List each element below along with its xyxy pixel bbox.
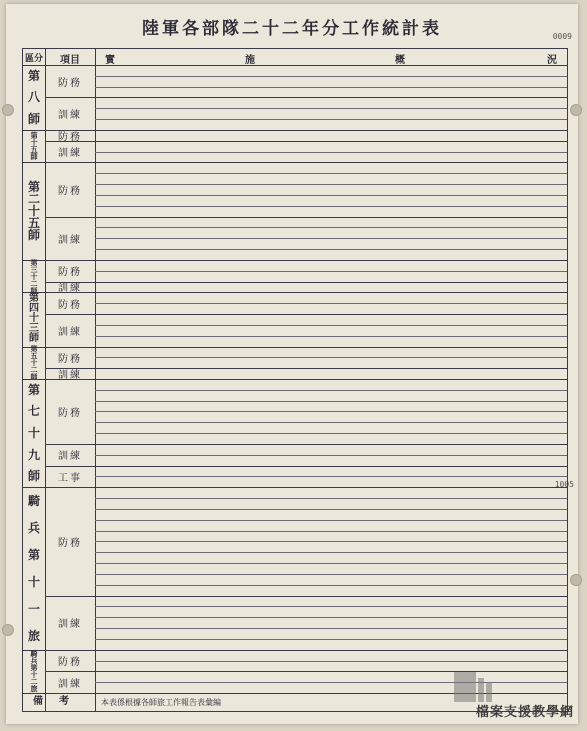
item-divider — [95, 108, 567, 109]
category-label: 訓練 — [58, 451, 82, 463]
category-divider — [45, 368, 567, 369]
item-divider — [95, 271, 567, 272]
item-divider — [95, 119, 567, 120]
unit-divider — [23, 379, 567, 380]
category-divider — [45, 314, 567, 315]
item-divider — [95, 606, 567, 607]
header-desc-char: 概 — [395, 55, 405, 66]
category-divider — [45, 97, 567, 98]
category-label: 訓練 — [58, 326, 82, 338]
header-desc-char: 施 — [245, 55, 255, 66]
item-divider — [95, 152, 567, 153]
item-divider — [95, 357, 567, 358]
column-divider — [95, 49, 96, 711]
item-divider — [95, 76, 567, 77]
category-label: 訓練 — [58, 619, 82, 631]
category-label: 訓練 — [58, 678, 82, 690]
unit-divider — [23, 292, 567, 293]
category-label: 防務 — [58, 77, 82, 89]
punch-hole — [2, 104, 14, 116]
unit-label: 第 四 十 三 師 — [28, 293, 40, 345]
item-divider — [95, 184, 567, 185]
category-label: 訓練 — [58, 148, 82, 160]
category-label: 訓練 — [58, 234, 82, 246]
unit-divider — [23, 130, 567, 131]
category-label: 訓練 — [58, 283, 82, 295]
document-sheet — [6, 4, 578, 724]
item-divider — [95, 509, 567, 510]
category-label: 防務 — [58, 353, 82, 365]
item-divider — [95, 238, 567, 239]
side-number: 1005 — [554, 480, 574, 489]
item-divider — [95, 390, 567, 391]
unit-label: 第 十 五 師 — [30, 130, 38, 162]
page-number: 0009 — [552, 32, 572, 41]
item-divider — [95, 249, 567, 250]
header-desc-char: 況 — [547, 55, 557, 66]
category-label: 防務 — [58, 267, 82, 279]
unit-label: 騎 兵 第 十 二 旅 — [30, 649, 38, 694]
item-divider — [95, 173, 567, 174]
item-divider — [95, 411, 567, 412]
item-divider — [95, 303, 567, 304]
item-divider — [95, 552, 567, 553]
item-divider — [95, 585, 567, 586]
item-divider — [95, 422, 567, 423]
item-divider — [95, 325, 567, 326]
item-divider — [95, 433, 567, 434]
category-label: 防務 — [58, 407, 82, 419]
table-header — [23, 49, 567, 66]
category-divider — [45, 141, 567, 142]
item-divider — [95, 336, 567, 337]
item-divider — [95, 401, 567, 402]
unit-divider — [23, 260, 567, 261]
remarks-text: 本表係根據各師旅工作報告表彙編 — [101, 698, 221, 707]
item-divider — [95, 476, 567, 477]
document-title: 陸軍各部隊二十二年分工作統計表 — [142, 19, 442, 39]
unit-label: 第 二 十 五 師 — [27, 180, 40, 243]
item-divider — [95, 531, 567, 532]
item-divider — [95, 227, 567, 228]
unit-divider — [23, 162, 567, 163]
item-divider — [95, 87, 567, 88]
category-label: 防務 — [58, 657, 82, 668]
category-label: 訓練 — [58, 370, 82, 382]
category-label: 防務 — [58, 537, 82, 549]
category-label: 工事 — [58, 472, 82, 484]
category-divider — [45, 466, 567, 467]
header-category: 項目 — [60, 55, 80, 66]
category-divider — [45, 444, 567, 445]
item-divider — [95, 541, 567, 542]
item-divider — [95, 498, 567, 499]
unit-divider — [23, 347, 567, 348]
item-divider — [95, 617, 567, 618]
item-divider — [95, 661, 567, 662]
category-label: 防務 — [58, 131, 82, 143]
remarks-label: 備考 — [33, 696, 85, 707]
unit-label: 第 八 師 — [27, 68, 40, 127]
item-divider — [95, 520, 567, 521]
unit-divider — [23, 487, 567, 488]
item-divider — [95, 455, 567, 456]
category-label: 防務 — [58, 186, 82, 197]
punch-hole — [570, 104, 582, 116]
statistics-table — [22, 48, 568, 712]
unit-label: 第 三 十 二 師 — [30, 257, 38, 295]
item-divider — [95, 195, 567, 196]
archive-stamp-text: 檔案支援教學網 — [475, 705, 574, 720]
item-divider — [95, 574, 567, 575]
header-desc-char: 實 — [105, 55, 115, 66]
unit-label: 第 五 十 二 師 — [30, 344, 38, 382]
header-unit: 區分 — [24, 54, 43, 64]
item-divider — [95, 206, 567, 207]
item-divider — [95, 639, 567, 640]
punch-hole — [2, 624, 14, 636]
punch-hole — [570, 574, 582, 586]
unit-label: 騎 兵 第 十 一 旅 — [27, 493, 40, 644]
category-label: 訓練 — [58, 110, 82, 122]
category-label: 防務 — [58, 299, 82, 311]
unit-label: 第 七 十 九 師 — [27, 382, 40, 484]
category-divider — [45, 596, 567, 597]
item-divider — [95, 563, 567, 564]
category-divider — [45, 282, 567, 283]
unit-divider — [23, 650, 567, 651]
item-divider — [95, 628, 567, 629]
category-divider — [45, 217, 567, 218]
